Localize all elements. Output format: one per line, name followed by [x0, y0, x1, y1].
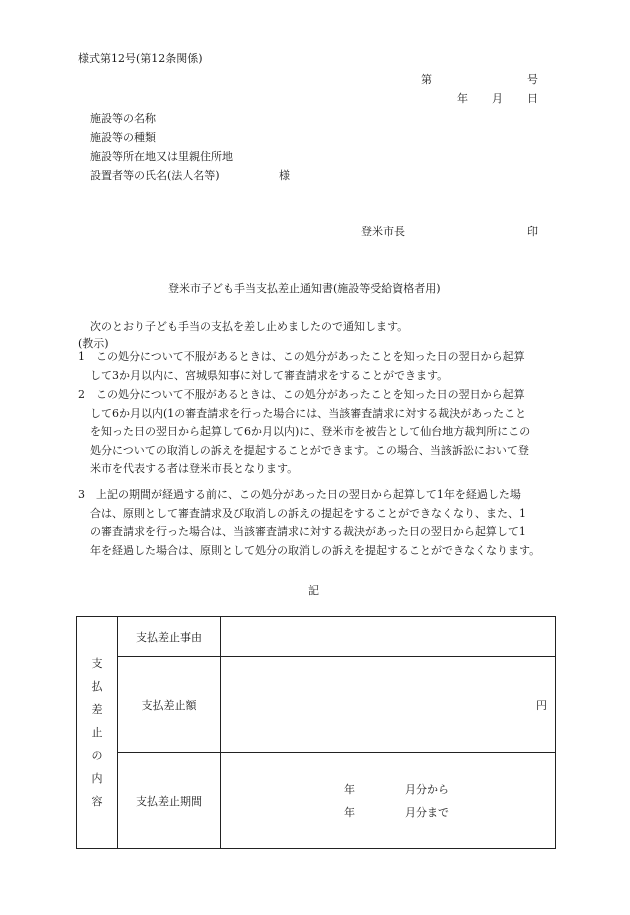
facility-type-label: 施設等の種類 — [90, 131, 156, 144]
instruction-line: の審査請求を行った場合は、当該審査請求に対する裁決があった日の翌日から起算して1 — [90, 525, 526, 538]
instruction-item-3 — [78, 486, 558, 560]
amount-field[interactable] — [221, 657, 556, 753]
instruction-line: 年を経過した場合は、原則として処分の取消しの訴えを提起することができなくなります。 — [90, 543, 541, 557]
facility-name-label: 施設等の名称 — [90, 112, 156, 125]
instruction-item-1 — [78, 348, 558, 385]
instruction-line: 2 この処分について不服があるときは、この処分があったことを知った日の翌日から起算 — [78, 388, 525, 401]
instruction-line: 処分についての取消しの訴えを提起することができます。この場合、当該訴訟において登 — [90, 443, 529, 457]
instruction-line: して6か月以内(1の審査請求を行った場合には、当該審査請求に対する裁決があったこと — [90, 406, 527, 420]
instruction-item-2 — [78, 386, 558, 479]
instruction-header: (教示) — [78, 337, 109, 350]
reason-field[interactable] — [221, 617, 556, 657]
instruction-line: 3 上記の期間が経過する前に、この処分があった日の翌日から起算して1年を経過した場 — [78, 488, 521, 501]
side-label: 支 払 差 止 の 内 容 — [77, 617, 118, 849]
instruction-line: 合は、原則として審査請求及び取消しの訴えの提起をすることができなくなり、また、1 — [90, 506, 526, 520]
instruction-line: 1 この処分について不服があるときは、この処分があったことを知った日の翌日から起算 — [78, 350, 525, 363]
period-from-month: 月分から — [405, 783, 449, 796]
doc-number-suffix: 号 — [527, 73, 538, 86]
facility-address-label: 施設等所在地又は里親住所地 — [90, 150, 233, 163]
period-field[interactable] — [221, 753, 556, 849]
period-to-month: 月分まで — [405, 806, 449, 819]
instruction-line: を知った日の翌日から起算して6か月以内)に、登米市を被告として仙台地方裁判所にこの — [90, 425, 531, 438]
ki-heading: 記 — [308, 584, 319, 597]
yen-unit: 円 — [536, 698, 547, 712]
table-row — [77, 617, 556, 657]
amount-label: 支払差止額 — [118, 657, 221, 753]
period-from-year: 年 — [344, 783, 355, 796]
period-label: 支払差止期間 — [118, 753, 221, 849]
doc-number-prefix: 第 — [421, 73, 432, 86]
date-month: 月 — [492, 92, 503, 105]
instruction-line: して3か月以内に、宮城県知事に対して審査請求をすることができます。 — [90, 368, 449, 382]
reason-label: 支払差止事由 — [118, 617, 221, 657]
founder-name-label: 設置者等の氏名(法人名等) — [90, 169, 220, 182]
period-to-year: 年 — [344, 806, 355, 819]
details-table — [76, 616, 556, 849]
instruction-line: 米市を代表する者は登米市長となります。 — [90, 462, 299, 475]
issuer-seal: 印 — [527, 225, 538, 238]
issuer-title: 登米市長 — [361, 225, 405, 238]
date-day: 日 — [527, 92, 538, 105]
document-title: 登米市子ども手当支払差止通知書(施設等受給資格者用) — [168, 282, 441, 295]
table-row — [77, 753, 556, 849]
table-row — [77, 657, 556, 753]
honorific: 様 — [279, 169, 290, 182]
date-year: 年 — [457, 92, 468, 105]
form-number: 様式第12号(第12条関係) — [78, 52, 203, 65]
intro-text: 次のとおり子ども手当の支払を差し止めましたので通知します。 — [90, 320, 409, 333]
